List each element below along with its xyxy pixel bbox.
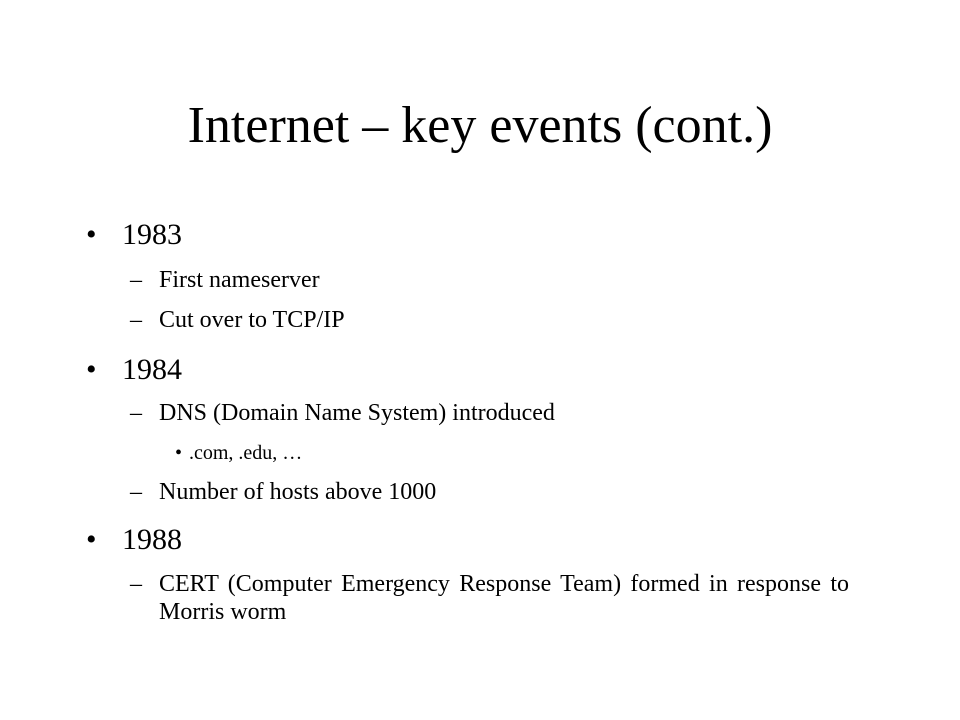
bullet-item-1983 [86, 218, 386, 252]
bullet-item-1984 [86, 353, 386, 387]
bullet-icon: • [86, 353, 97, 386]
sub-item-text: Number of hosts above 1000 [159, 479, 437, 505]
sub-item-text: DNS (Domain Name System) introduced [159, 400, 555, 426]
bullet-icon: • [86, 218, 97, 251]
dash-icon: – [130, 267, 142, 293]
bullet-item-1988 [86, 523, 386, 557]
dash-icon: – [130, 571, 142, 597]
sub-sub-item [175, 441, 575, 465]
year-label: 1984 [122, 353, 182, 386]
bullet-icon: • [86, 523, 97, 556]
sub-item-text: CERT (Computer Emergency Response Team) formed in response to Morris worm [159, 571, 849, 625]
slide-title: Internet – key events (cont.) [187, 97, 773, 154]
sub-item [130, 399, 830, 427]
sub-item-text: Cut over to TCP/IP [159, 307, 345, 333]
bullet-icon: • [175, 442, 183, 464]
sub-item-text: First nameserver [159, 267, 320, 293]
year-label: 1983 [122, 218, 182, 251]
dash-icon: – [130, 307, 142, 333]
sub-item [130, 478, 830, 506]
sub-sub-item-text: .com, .edu, … [189, 442, 303, 464]
year-label: 1988 [122, 523, 182, 556]
dash-icon: – [130, 400, 142, 426]
sub-item [130, 570, 849, 630]
sub-item [130, 306, 630, 334]
sub-item [130, 266, 630, 294]
dash-icon: – [130, 479, 142, 505]
